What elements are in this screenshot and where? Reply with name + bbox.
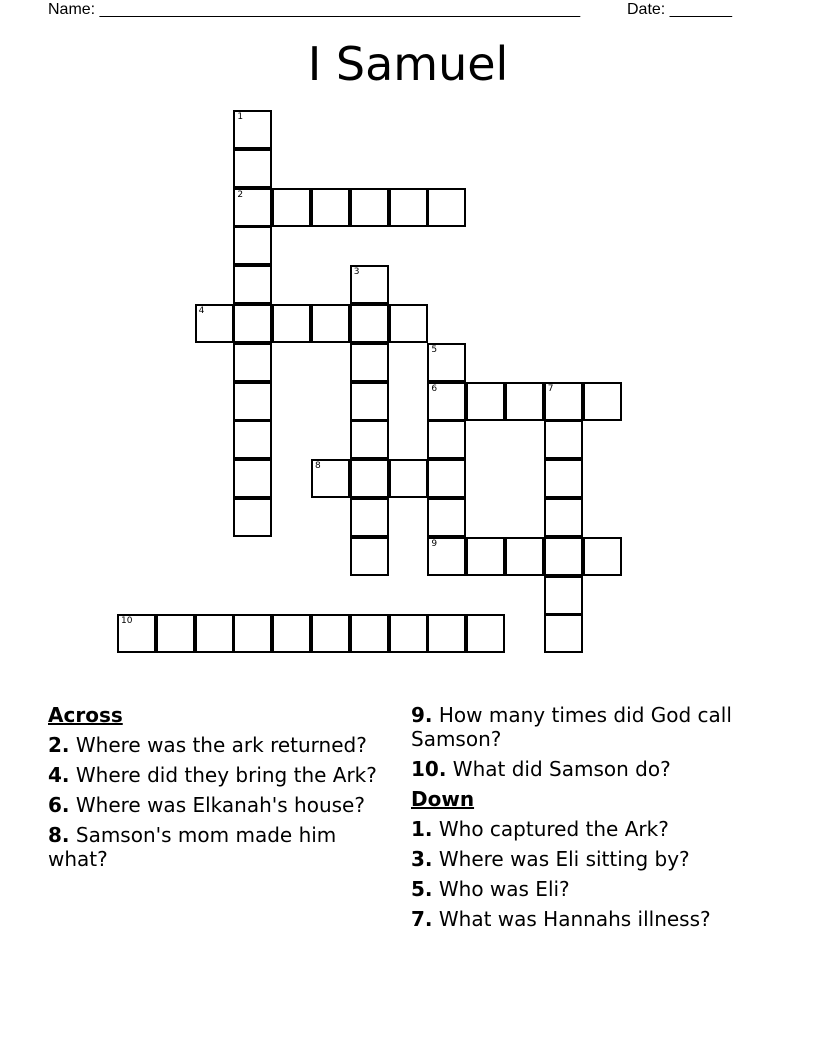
clue-across-10: 10. What did Samson do?	[411, 757, 671, 781]
clues-left-column	[48, 703, 388, 877]
date-field[interactable]: Date: _______	[627, 1, 732, 18]
cell-number: 2	[237, 189, 244, 200]
grid-cell[interactable]	[544, 459, 583, 498]
grid-cell[interactable]	[466, 382, 505, 421]
cell-number: 3	[353, 267, 360, 278]
grid-cell[interactable]	[389, 614, 428, 653]
grid-cell[interactable]	[311, 188, 350, 227]
grid-cell[interactable]	[544, 382, 583, 421]
cell-number: 1	[237, 112, 244, 122]
grid-cell[interactable]	[427, 614, 466, 653]
grid-cell[interactable]	[233, 459, 272, 498]
clue-across-8: 8. Samson's mom made him what?	[48, 823, 337, 871]
grid-cell[interactable]	[350, 343, 389, 382]
grid-cell[interactable]	[350, 304, 389, 343]
grid-cell[interactable]	[389, 188, 428, 227]
grid-cell[interactable]	[272, 188, 311, 227]
grid-cell[interactable]	[427, 343, 466, 382]
grid-cell[interactable]	[233, 382, 272, 421]
cell-number: 6	[431, 383, 438, 394]
grid-cell[interactable]	[544, 420, 583, 459]
grid-cell[interactable]	[583, 382, 622, 421]
grid-cell[interactable]	[272, 304, 311, 343]
grid-cell[interactable]	[195, 614, 234, 653]
grid-cell[interactable]	[233, 343, 272, 382]
grid-cell[interactable]	[427, 459, 466, 498]
clue-down-7: 7. What was Hannahs illness?	[411, 907, 711, 931]
clue-across-9: 9. How many times did God call Samson?	[411, 703, 732, 751]
grid-cell[interactable]	[233, 110, 272, 149]
grid-cell[interactable]	[389, 304, 428, 343]
grid-cell[interactable]	[466, 537, 505, 576]
clues-right-column	[411, 703, 761, 937]
grid-cell[interactable]	[544, 537, 583, 576]
clue-down-1: 1. Who captured the Ark?	[411, 817, 669, 841]
grid-cell[interactable]	[505, 537, 544, 576]
clue-across-4: 4. Where did they bring the Ark?	[48, 763, 377, 787]
page-title: I Samuel	[307, 37, 509, 91]
grid-cell[interactable]	[233, 498, 272, 537]
grid-cell[interactable]	[389, 459, 428, 498]
grid-cell[interactable]	[350, 614, 389, 653]
grid-cell[interactable]	[233, 188, 272, 227]
grid-cell[interactable]	[466, 614, 505, 653]
grid-cell[interactable]	[427, 420, 466, 459]
grid-cell[interactable]	[233, 614, 272, 653]
across-heading: Across	[48, 703, 123, 727]
name-field[interactable]: Name: ______________________________________________________	[48, 1, 581, 18]
cell-number: 9	[431, 538, 438, 549]
grid-cell[interactable]	[427, 188, 466, 227]
grid-cell[interactable]	[311, 614, 350, 653]
grid-cell[interactable]	[233, 226, 272, 265]
cell-number: 10	[121, 616, 133, 627]
down-heading: Down	[411, 787, 475, 811]
clue-down-5: 5. Who was Eli?	[411, 877, 570, 901]
grid-cell[interactable]	[544, 614, 583, 653]
grid-cell[interactable]	[311, 459, 350, 498]
grid-cell[interactable]	[233, 420, 272, 459]
cell-number: 8	[315, 461, 321, 472]
grid-cell[interactable]	[233, 304, 272, 343]
grid-cell[interactable]	[350, 459, 389, 498]
cell-number: 4	[198, 306, 205, 316]
grid-cell[interactable]	[544, 498, 583, 537]
clue-across-6: 6. Where was Elkanah's house?	[48, 793, 365, 817]
grid-cell[interactable]	[350, 265, 389, 304]
cell-number: 7	[547, 383, 554, 394]
grid-cell[interactable]	[350, 420, 389, 459]
grid-cell[interactable]	[350, 537, 389, 576]
grid-cell[interactable]	[583, 537, 622, 576]
grid-cell[interactable]	[233, 265, 272, 304]
cell-number: 5	[431, 344, 438, 355]
grid-cell[interactable]	[350, 498, 389, 537]
grid-cell[interactable]	[233, 149, 272, 188]
grid-cell[interactable]	[350, 188, 389, 227]
clue-across-2: 2. Where was the ark returned?	[48, 733, 367, 757]
clue-down-3: 3. Where was Eli sitting by?	[411, 847, 690, 871]
grid-cell[interactable]	[427, 498, 466, 537]
grid-cell[interactable]	[272, 614, 311, 653]
grid-cell[interactable]	[427, 382, 466, 421]
grid-cell[interactable]	[311, 304, 350, 343]
grid-cell[interactable]	[156, 614, 195, 653]
grid-cell[interactable]	[427, 537, 466, 576]
grid-cell[interactable]	[195, 304, 234, 343]
grid-cell[interactable]	[505, 382, 544, 421]
grid-cell[interactable]	[544, 576, 583, 615]
grid-cell[interactable]	[117, 614, 156, 653]
grid-cell[interactable]	[350, 382, 389, 421]
